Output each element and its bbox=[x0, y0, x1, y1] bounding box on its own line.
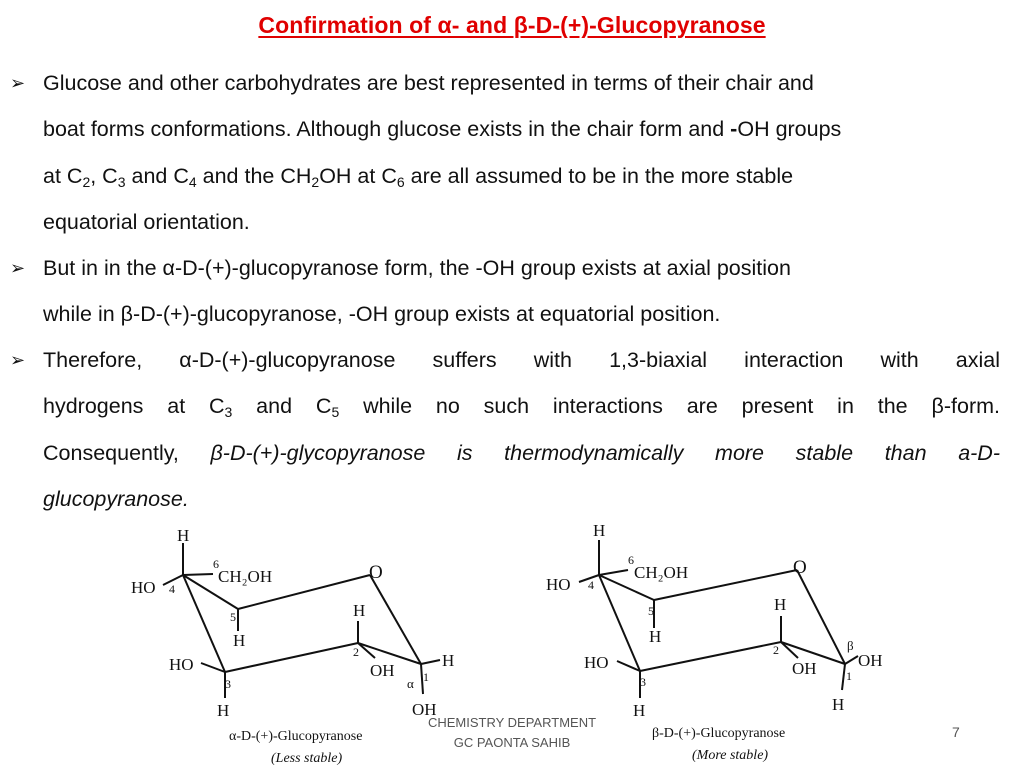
alpha-h-c2: H bbox=[353, 601, 366, 620]
subscript: 6 bbox=[396, 173, 405, 190]
beta-oh-c1: OH bbox=[858, 651, 883, 670]
alpha-h-c1: H bbox=[442, 651, 455, 670]
subscript: 3 bbox=[224, 404, 233, 421]
alpha-c3-number: 3 bbox=[225, 677, 231, 691]
beta-h-top: H bbox=[593, 521, 606, 540]
alpha-bonds bbox=[163, 543, 440, 698]
alpha-anomer-label: α bbox=[407, 676, 414, 691]
bullet-paragraph-1 bbox=[10, 60, 1000, 245]
t: at C bbox=[43, 163, 83, 188]
alpha-c5-number: 5 bbox=[230, 610, 236, 624]
alpha-c2-number: 2 bbox=[353, 645, 359, 659]
bullet1-line4: equatorial orientation. bbox=[43, 209, 250, 234]
beta-c2-number: 2 bbox=[773, 643, 779, 657]
alpha-ring-oxygen: O bbox=[369, 562, 383, 583]
bullet-paragraph-3 bbox=[10, 337, 1000, 522]
beta-subcaption: (More stable) bbox=[692, 748, 769, 763]
alpha-c1-number: 1 bbox=[423, 670, 429, 684]
beta-ring-oxygen: O bbox=[793, 557, 807, 578]
alpha-oh-c2: OH bbox=[370, 661, 395, 680]
t: and C bbox=[232, 394, 332, 419]
bullet2-line1: But in in the α-D-(+)-glucopyranose form, the -OH group exists at axial position bbox=[43, 256, 791, 280]
subscript: 2 bbox=[311, 173, 320, 190]
bullet1-line1: Glucose and other carbohydrates are best represented in terms of their chair and bbox=[43, 71, 814, 95]
t: are all assumed to be in the more stable bbox=[404, 163, 794, 188]
beta-h-c2: H bbox=[774, 595, 787, 614]
t: , C bbox=[90, 163, 118, 188]
alpha-ho-c4: HO bbox=[131, 578, 156, 597]
bullet-paragraph-2 bbox=[10, 245, 1000, 338]
beta-oh-c2: OH bbox=[792, 659, 817, 678]
t: while no such interactions are present in the β-form. bbox=[339, 394, 1000, 419]
subscript: 5 bbox=[331, 404, 340, 421]
bullet1-line2-a: boat forms conformations. Although glucose exists in the chair form and bbox=[43, 117, 731, 142]
t: hydrogens at C bbox=[43, 394, 225, 419]
italic-conclusion: β-D-(+)-glycopyranose is thermodynamically more stable than a-D- bbox=[210, 440, 1000, 465]
beta-ho-c3: HO bbox=[584, 653, 609, 672]
beta-ch2oh: CH₂OH bbox=[634, 563, 689, 582]
t: OH at C bbox=[319, 163, 397, 188]
beta-h-c1: H bbox=[832, 695, 845, 714]
alpha-h-c5: H bbox=[233, 631, 246, 650]
alpha-c4-number: 4 bbox=[169, 582, 175, 596]
t: and C bbox=[125, 163, 189, 188]
bullet1-line2-c: OH groups bbox=[737, 117, 842, 142]
beta-anomer-label: β bbox=[847, 638, 854, 653]
t: Consequently, bbox=[43, 440, 211, 465]
bullet1-line2 bbox=[43, 106, 1000, 152]
footer-college: GC PAONTA SAHIB bbox=[453, 735, 571, 750]
alpha-glucopyranose-figure bbox=[125, 518, 455, 773]
beta-c3-number: 3 bbox=[640, 675, 646, 689]
t: and the CH bbox=[196, 163, 312, 188]
alpha-c6-number: 6 bbox=[213, 557, 219, 571]
subscript: 3 bbox=[117, 173, 126, 190]
slide-title bbox=[0, 12, 1024, 39]
bullet-text-3 bbox=[43, 337, 1000, 522]
beta-c1-number: 1 bbox=[846, 669, 852, 683]
bullet3-line2 bbox=[43, 383, 1000, 429]
beta-c5-number: 5 bbox=[648, 604, 654, 618]
footer-department: CHEMISTRY DEPARTMENT bbox=[427, 715, 597, 730]
alpha-subcaption: (Less stable) bbox=[271, 751, 343, 766]
bullet-arrow-icon: ➢ bbox=[10, 73, 26, 93]
alpha-ho-c3: HO bbox=[169, 655, 194, 674]
alpha-caption: α-D-(+)-Glucopyranose bbox=[229, 729, 363, 744]
bullet3-line4: glucopyranose. bbox=[43, 486, 189, 511]
beta-c6-number: 6 bbox=[628, 553, 634, 567]
bullet3-line1: Therefore, α-D-(+)-glucopyranose suffers with 1,3-biaxial interaction with axial bbox=[43, 348, 1000, 372]
bullet1-line2-dash: - bbox=[730, 117, 738, 142]
bullet-text-1 bbox=[43, 60, 1000, 245]
alpha-ch2oh: CH₂OH bbox=[218, 567, 273, 586]
alpha-h-top: H bbox=[177, 526, 190, 545]
slide-title-text: Confirmation of α- and β-D-(+)-Glucopyranose bbox=[258, 12, 766, 38]
alpha-h-c3: H bbox=[217, 701, 230, 720]
subscript: 4 bbox=[188, 173, 197, 190]
bullet1-line3 bbox=[43, 153, 1000, 199]
beta-h-c5: H bbox=[649, 627, 662, 646]
subscript: 2 bbox=[82, 173, 91, 190]
page-number: 7 bbox=[952, 724, 960, 740]
beta-c4-number: 4 bbox=[588, 578, 594, 592]
alpha-chair-diagram bbox=[125, 518, 455, 768]
bullet-arrow-icon: ➢ bbox=[10, 350, 26, 370]
beta-ho-c4: HO bbox=[546, 575, 571, 594]
beta-h-c3: H bbox=[633, 701, 646, 720]
alpha-oh-c1: OH bbox=[412, 700, 437, 719]
bullet2-line2: while in β-D-(+)-glucopyranose, -OH group exists at equatorial position. bbox=[43, 302, 721, 327]
bullet-arrow-icon: ➢ bbox=[10, 258, 26, 278]
beta-caption: β-D-(+)-Glucopyranose bbox=[652, 726, 786, 741]
bullet3-line3 bbox=[43, 430, 1000, 476]
footer bbox=[412, 713, 612, 753]
bullet-text-2 bbox=[43, 245, 1000, 338]
